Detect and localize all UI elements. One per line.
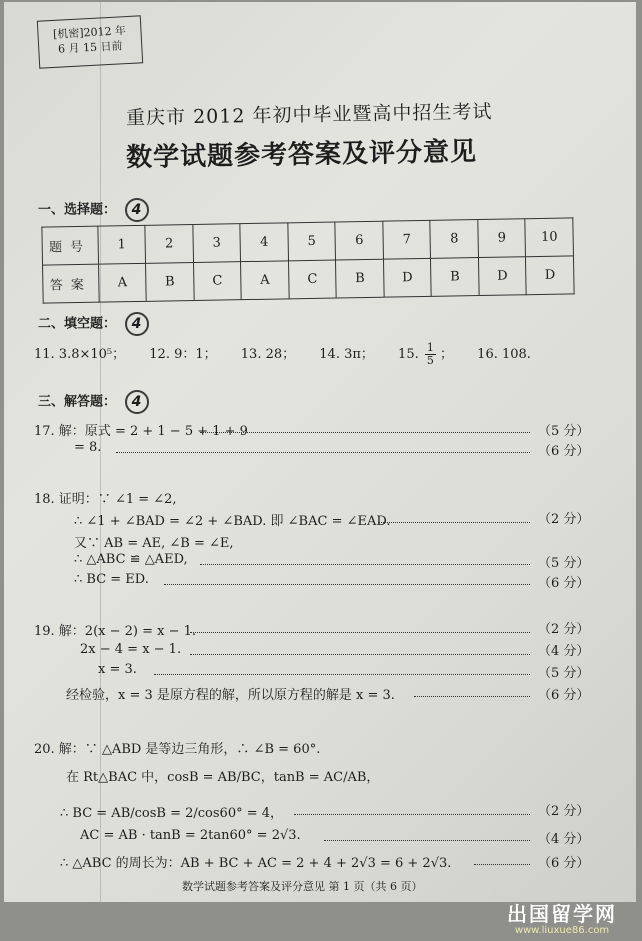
fill-answer-12: 12. 9：1； xyxy=(149,347,217,362)
table-cell: B xyxy=(146,263,194,302)
q20-line-2: 在 Rt△BAC 中，cosB = AB/BC，tanB = AC/AB， xyxy=(66,770,380,785)
table-header-question: 题号 xyxy=(42,226,98,265)
fraction xyxy=(425,342,436,367)
q18-score-2: （2 分） xyxy=(538,512,590,527)
section-solve-heading xyxy=(38,390,149,414)
leader-dots xyxy=(200,564,530,565)
table-cell: A xyxy=(241,261,289,300)
q19-score-1: （2 分） xyxy=(538,622,590,637)
q20-line-1: 20. 解：∵ △ABD 是等边三角形，∴ ∠B = 60°. xyxy=(34,742,321,757)
leader-dots xyxy=(164,584,530,585)
document-title: 数学试题参考答案及评分意见 xyxy=(125,136,478,174)
q19-line-2: 2x − 4 = x − 1. xyxy=(80,642,182,657)
fill-answer-15-prefix: 15. xyxy=(398,347,419,362)
section-choice-label: 一、选择题： xyxy=(38,202,117,218)
fill-answers-line xyxy=(34,342,551,367)
score-mark-circle: 4 xyxy=(125,198,149,222)
q20-line-3: ∴ BC = AB/cosB = 2/cos60° = 4， xyxy=(60,806,284,821)
leader-dots xyxy=(154,674,530,675)
fill-answer-11: 11. 3.8×10⁵； xyxy=(34,347,126,362)
q18-line-3: 又∵ AB = AE, ∠B = ∠E, xyxy=(74,536,234,551)
table-cell: D xyxy=(478,257,526,296)
fill-answer-14: 14. 3π； xyxy=(319,347,374,362)
q20-score-5: （6 分） xyxy=(538,856,590,871)
section-choice-heading xyxy=(38,198,149,222)
site-watermark xyxy=(492,903,632,937)
table-cell: 6 xyxy=(335,221,383,260)
leader-dots xyxy=(200,432,530,433)
q17-score-2: （6 分） xyxy=(538,444,590,459)
table-cell: D xyxy=(383,258,431,297)
watermark-url: www.liuxue86.com xyxy=(514,925,610,936)
section-fill-label: 二、填空题： xyxy=(38,316,117,332)
q20-line-5: ∴ △ABC 的周长为：AB + BC + AC = 2 + 4 + 2√3 = 6 + 2√3. xyxy=(60,856,452,871)
score-mark-circle: 4 xyxy=(125,312,149,336)
table-cell: 5 xyxy=(288,222,336,261)
q20-line-4: AC = AB · tanB = 2tan60° = 2√3. xyxy=(80,828,301,843)
leader-dots xyxy=(414,696,530,697)
q19-line-1: 19. 解：2(x − 2) = x − 1. xyxy=(34,624,197,639)
table-cell: 9 xyxy=(478,219,526,258)
fraction-denominator: 5 xyxy=(426,354,434,367)
stamp-line-2: 6 月 15 日前 xyxy=(57,39,123,56)
table-cell: 8 xyxy=(430,220,478,259)
table-cell: 1 xyxy=(98,225,146,264)
q19-line-4: 经检验，x = 3 是原方程的解，所以原方程的解是 x = 3. xyxy=(66,688,395,703)
table-cell: B xyxy=(431,258,479,297)
q18-score-5: （6 分） xyxy=(538,576,590,591)
q17-line-2: = 8. xyxy=(74,440,102,455)
q20-score-4: （4 分） xyxy=(538,832,590,847)
exam-title: 重庆市 2012 年初中毕业暨高中招生考试 xyxy=(125,100,493,130)
q18-line-4: ∴ △ABC ≌ △AED, xyxy=(74,552,188,567)
fill-answer-13: 13. 28； xyxy=(240,347,296,362)
table-cell: B xyxy=(336,259,384,298)
q18-line-5: ∴ BC = ED. xyxy=(74,572,149,587)
q20-score-3: （2 分） xyxy=(538,804,590,819)
leader-dots xyxy=(474,864,530,865)
leader-dots xyxy=(378,522,530,523)
table-header-answer: 答案 xyxy=(43,264,99,303)
q17-score-1: （5 分） xyxy=(538,424,590,439)
table-cell: 2 xyxy=(145,225,193,264)
leader-dots xyxy=(190,654,530,655)
watermark-title: 出国留学网 xyxy=(507,902,617,926)
q18-line-2: ∴ ∠1 + ∠BAD = ∠2 + ∠BAD. 即 ∠BAC = ∠EAD. xyxy=(74,514,391,529)
q18-line-1: 18. 证明：∵ ∠1 = ∠2, xyxy=(34,492,177,507)
table-cell: A xyxy=(98,263,146,302)
section-solve-label: 三、解答题： xyxy=(38,394,117,410)
table-cell: 3 xyxy=(193,224,241,263)
table-cell: C xyxy=(193,262,241,301)
page-footer: 数学试题参考答案及评分意见 第 1 页（共 6 页） xyxy=(182,880,423,893)
q17-line-1: 17. 解：原式 = 2 + 1 − 5 + 1 + 9 xyxy=(34,424,248,439)
score-mark-circle: 4 xyxy=(125,390,149,414)
table-cell: C xyxy=(288,260,336,299)
q19-score-4: （6 分） xyxy=(538,688,590,703)
choice-answer-table xyxy=(41,217,574,303)
table-cell: 4 xyxy=(240,223,288,262)
q19-line-3: x = 3. xyxy=(98,662,137,677)
table-cell: 10 xyxy=(525,218,573,257)
q19-score-2: （4 分） xyxy=(538,644,590,659)
table-cell: D xyxy=(526,256,574,295)
leader-dots xyxy=(294,814,530,815)
q18-score-4: （5 分） xyxy=(538,556,590,571)
fill-answer-15-suffix: ； xyxy=(440,347,454,362)
stamp-line-1: [机密]2012 年 xyxy=(52,24,127,41)
fraction-numerator: 1 xyxy=(426,341,434,354)
confidential-stamp xyxy=(37,15,143,68)
leader-dots xyxy=(190,632,530,633)
table-cell: 7 xyxy=(383,220,431,259)
fill-answer-15 xyxy=(398,341,457,367)
table-row xyxy=(43,256,575,303)
section-fill-heading xyxy=(38,312,149,336)
fill-answer-16: 16. 108. xyxy=(477,347,531,362)
leader-dots xyxy=(324,840,530,841)
leader-dots xyxy=(116,452,530,453)
answer-sheet-page xyxy=(4,2,636,902)
q19-score-3: （5 分） xyxy=(538,666,590,681)
